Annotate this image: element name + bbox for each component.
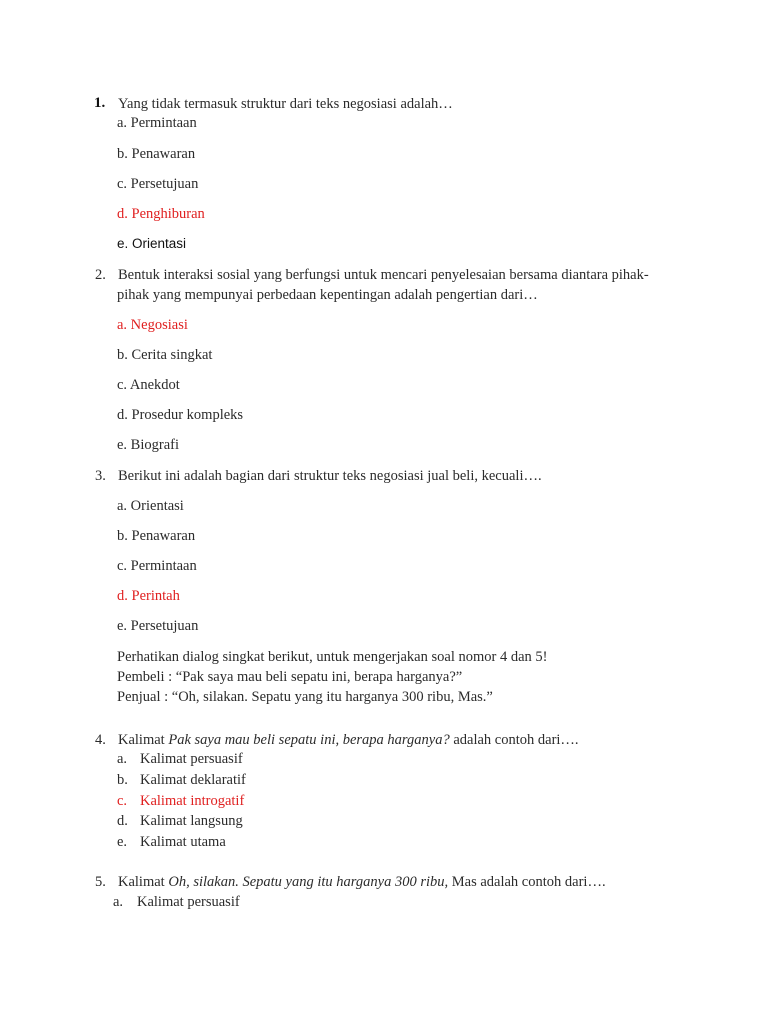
- question-4-option-d: Kalimat langsung: [140, 813, 243, 829]
- question-1-option-e: e. Orientasi: [117, 236, 187, 251]
- question-5-number: 5.: [95, 874, 106, 890]
- dialog-line-buyer: Pembeli : “Pak saya mau beli sepatu ini, berapa harganya?”: [117, 669, 463, 685]
- question-5-suffix: Mas adalah contoh dari….: [448, 874, 606, 890]
- question-4-letter-d: d.: [117, 813, 128, 829]
- question-4-option-e: Kalimat utama: [140, 834, 226, 850]
- question-1-option-b: b. Penawaran: [117, 146, 196, 162]
- question-2-option-d: d. Prosedur kompleks: [117, 407, 244, 423]
- question-4-letter-e: e.: [117, 834, 128, 850]
- question-4-suffix: adalah contoh dari….: [449, 732, 579, 748]
- question-1-option-c: c. Persetujuan: [117, 176, 199, 192]
- question-4-option-a: Kalimat persuasif: [140, 751, 243, 767]
- question-2-option-b: b. Cerita singkat: [117, 347, 213, 363]
- question-5-text: [118, 873, 606, 891]
- dialog-line-seller: Penjual : “Oh, silakan. Sepatu yang itu harganya 300 ribu, Mas.”: [117, 689, 493, 705]
- question-4-letter-b: b.: [117, 772, 128, 788]
- question-4-quote: Pak saya mau beli sepatu ini, berapa harganya?: [168, 732, 450, 748]
- question-1-option-d-answer: d. Penghiburan: [117, 206, 205, 222]
- question-4-number: 4.: [95, 732, 106, 748]
- question-3-number: 3.: [95, 468, 106, 484]
- question-5-letter-a: a.: [113, 894, 124, 910]
- question-2-text-line2: pihak yang mempunyai perbedaan kepentingan adalah pengertian dari…: [117, 287, 538, 303]
- question-2-option-c: c. Anekdot: [117, 377, 180, 393]
- question-1-option-a: a. Permintaan: [117, 115, 197, 131]
- question-3-option-e: e. Persetujuan: [117, 618, 199, 634]
- question-1-text: Yang tidak termasuk struktur dari teks negosiasi adalah…: [118, 96, 453, 112]
- question-3-text: Berikut ini adalah bagian dari struktur teks negosiasi jual beli, kecuali….: [118, 468, 542, 484]
- question-5-prefix: Kalimat: [118, 874, 169, 890]
- question-4-option-c-answer: Kalimat introgatif: [140, 793, 245, 809]
- question-2-option-a-answer: a. Negosiasi: [117, 317, 188, 333]
- question-4-option-b: Kalimat deklaratif: [140, 772, 246, 788]
- question-4-text: [118, 731, 579, 749]
- question-4-letter-c: c.: [117, 793, 128, 809]
- question-3-option-b: b. Penawaran: [117, 528, 196, 544]
- question-5-quote: Oh, silakan. Sepatu yang itu harganya 300 ribu,: [168, 874, 449, 890]
- question-1-number: 1.: [94, 95, 106, 111]
- question-4-letter-a: a.: [117, 751, 128, 767]
- question-3-option-c: c. Permintaan: [117, 558, 197, 574]
- question-3-option-d-answer: d. Perintah: [117, 588, 180, 604]
- question-5-option-a: Kalimat persuasif: [137, 894, 240, 910]
- question-3-option-a: a. Orientasi: [117, 498, 184, 514]
- question-2-text-line1: Bentuk interaksi sosial yang berfungsi untuk mencari penyelesaian bersama diantara pihak-: [118, 267, 649, 283]
- question-4-prefix: Kalimat: [118, 732, 169, 748]
- dialog-intro: Perhatikan dialog singkat berikut, untuk mengerjakan soal nomor 4 dan 5!: [117, 649, 548, 665]
- question-2-number: 2.: [95, 267, 106, 283]
- question-2-option-e: e. Biografi: [117, 437, 180, 453]
